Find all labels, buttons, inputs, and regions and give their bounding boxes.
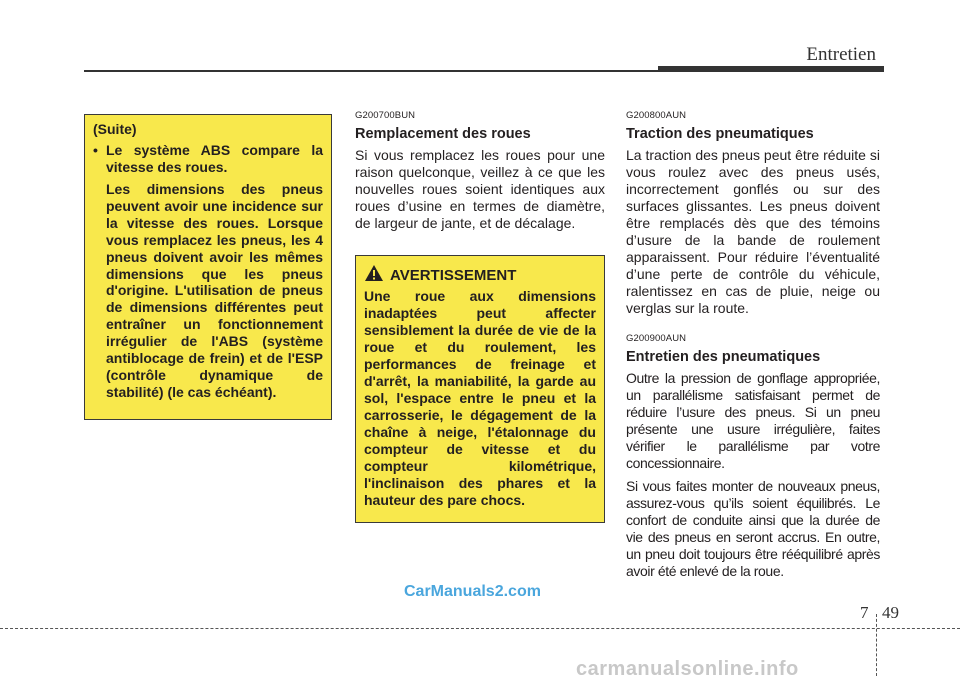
footer-watermark: carmanualsonline.info bbox=[576, 658, 799, 680]
bullet-item bbox=[93, 142, 323, 176]
section-code: G200700BUN bbox=[355, 110, 416, 121]
abs-note-paragraph: Les dimensions des pneus peuvent avoir une incidence sur la vitesse des roues. Lorsque vous remplacez les pneus, les 4 pneus doivent avoir les mêmes dimensions que les pneus d'origine. L'utilisation de pneus de dimensions différentes peut entraîner un fonctionnement irrégulier de l'ABS (système antiblocage de frein) et de l'ESP (contrôle dynamique de stabilité) (le cas échéant). bbox=[106, 181, 323, 400]
header-rule-accent bbox=[658, 66, 884, 72]
section-body: Outre la pression de gonflage appropriée, un parallélisme satisfaisant permet de réduire l’usure des pneus. Si un pneu présente une usure irrégulière, faites vérifier le parallélisme par votre concessionnaire. bbox=[626, 370, 880, 471]
section-heading: Remplacement des roues bbox=[355, 126, 531, 142]
footer-dashed-rule bbox=[0, 628, 960, 629]
warning-body: Une roue aux dimensions inadaptées peut affecter sensiblement la durée de vie de la roue et du roulement, les performances de freinage et d'arrêt, la maniabilité, la garde au sol, l'espace entre le pneu et la carrosserie, le dégagement de la chaîne à neige, l'étalonnage du compteur de vitesse et du compteur kilométrique, l'inclinaison des phares et la hauteur des pare chocs. bbox=[364, 288, 596, 508]
page-number: 49 bbox=[882, 603, 899, 622]
abs-note-box bbox=[84, 114, 332, 420]
bullet-text: Le système ABS compare la vitesse des roues. bbox=[106, 142, 323, 175]
warning-header bbox=[364, 264, 596, 286]
page-number-divider bbox=[876, 614, 877, 676]
warning-triangle-icon bbox=[364, 264, 384, 287]
chapter-number: 7 bbox=[860, 603, 869, 622]
warning-box bbox=[355, 255, 605, 523]
wheel-replacement-section bbox=[355, 110, 605, 232]
section-body: Si vous remplacez les roues pour une raison quelconque, veillez à ce que les nouvelles roues soient identiques aux roues d’usine en termes de diamètre, de largeur de jante, et de décalage. bbox=[355, 147, 605, 231]
section-header-title: Entretien bbox=[806, 44, 876, 65]
watermark-link[interactable]: CarManuals2.com bbox=[404, 583, 541, 600]
section-code: G200900AUN bbox=[626, 333, 687, 344]
section-heading: Traction des pneumatiques bbox=[626, 126, 814, 142]
section-heading: Entretien des pneumatiques bbox=[626, 349, 821, 365]
section-body: La traction des pneus peut être réduite si vous roulez avec des pneus usés, incorrectement gonflés ou sur des surfaces glissantes. Les pneus doivent être remplacés dès que des témoins d’usure de la bande de roulement apparaissent. Pour réduire l’éventualité d’une perte de contrôle du véhicule, ralentissez en cas de pluie, neige ou verglas sur la route. bbox=[626, 147, 880, 316]
bullet-dot: • bbox=[93, 142, 98, 158]
continued-label: (Suite) bbox=[93, 121, 137, 137]
section-body: Si vous faites monter de nouveaux pneus, assurez-vous qu’ils soient équilibrés. Le confort de conduite ainsi que la durée de vie des pneus en seront accrus. En outre, un pneu doit toujours être rééquilibré après avoir été enlevé de la roue. bbox=[626, 478, 880, 579]
warning-title: AVERTISSEMENT bbox=[390, 266, 517, 284]
tire-sections bbox=[626, 110, 880, 580]
section-code: G200800AUN bbox=[626, 110, 687, 121]
